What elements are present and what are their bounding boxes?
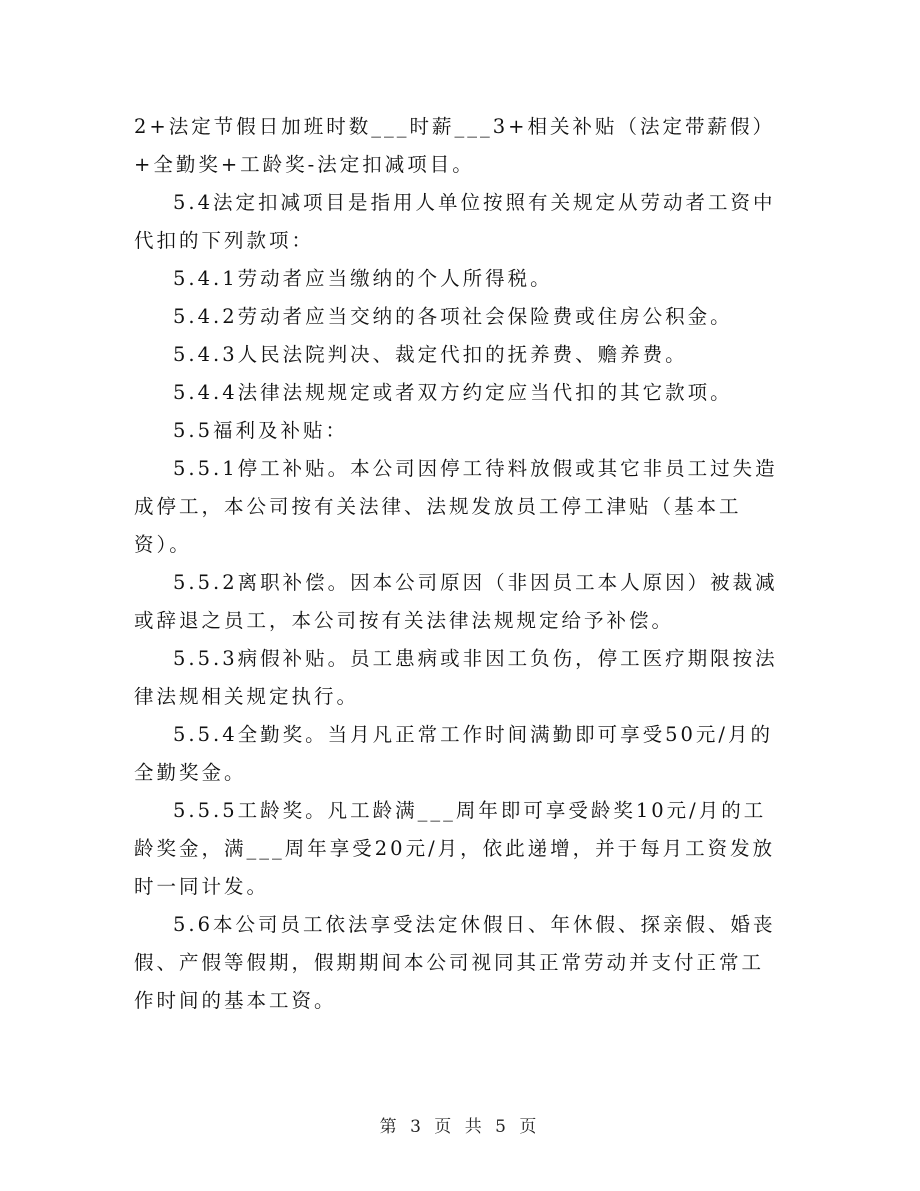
document-body [134,108,782,1020]
paragraph-5-4-3: 5.4.3人民法院判决、裁定代扣的抚养费、赡养费。 [173,343,688,366]
page-number-footer: 第 3 页 共 5 页 [379,1117,541,1137]
paragraph-5-4-4: 5.4.4法律法规规定或者双方约定应当代扣的其它款项。 [173,381,733,404]
paragraph-5-5-2: 5.5.2离职补偿。因本公司原因（非因员工本人原因）被裁减或辞退之员工，本公司按有关法律法规规定给予补偿。 [134,571,778,632]
paragraph-5-6: 5.6本公司员工依法享受法定休假日、年休假、探亲假、婚丧假、产假等假期，假期期间本公司视同其正常劳动并支付正常工作时间的基本工资。 [134,913,776,1012]
paragraph-5-4-2: 5.4.2劳动者应当交纳的各项社会保险费或住房公积金。 [173,305,733,328]
paragraph-5-5-5: 5.5.5工龄奖。凡工龄满___周年即可享受龄奖10元/月的工龄奖金，满___周年享受20元/月，依此递增，并于每月工资发放时一同计发。 [134,799,776,898]
paragraph-5-5-3: 5.5.3病假补贴。员工患病或非因工负伤，停工医疗期限按法律法规相关规定执行。 [134,647,778,708]
paragraph-5-5-4: 5.5.4全勤奖。当月凡正常工作时间满勤即可享受50元/月的全勤奖金。 [134,723,773,784]
paragraph-5-5: 5.5福利及补贴： [173,419,349,442]
paragraph-salary-formula: 2+法定节假日加班时数___时薪___3+相关补贴（法定带薪假）+全勤奖+工龄奖-法定扣减项目。 [134,115,775,176]
paragraph-5-4: 5.4法定扣减项目是指用人单位按照有关规定从劳动者工资中代扣的下列款项： [134,191,776,252]
paragraph-5-5-1: 5.5.1停工补贴。本公司因停工待料放假或其它非员工过失造成停工，本公司按有关法律、法规发放员工停工津贴（基本工资）。 [134,457,778,556]
paragraph-5-4-1: 5.4.1劳动者应当缴纳的个人所得税。 [173,267,553,290]
